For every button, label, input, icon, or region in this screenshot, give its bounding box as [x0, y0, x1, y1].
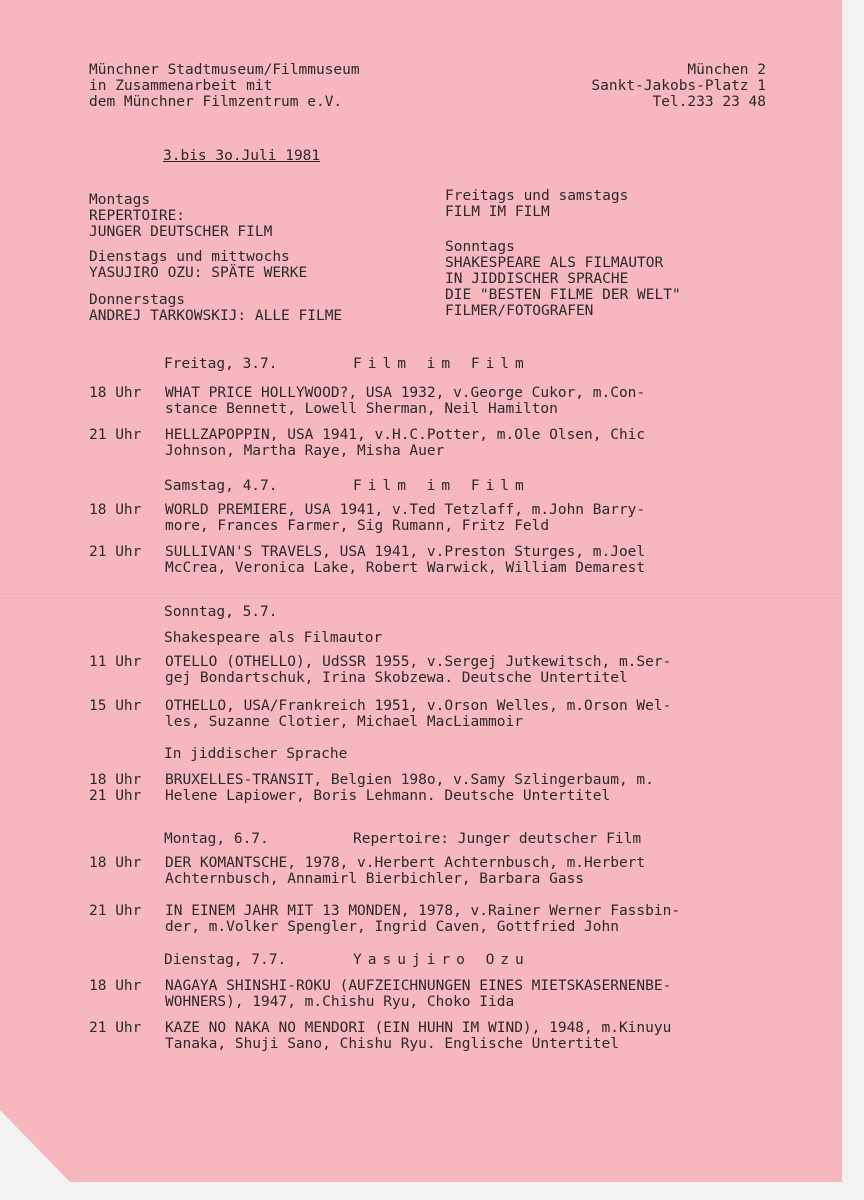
weekly-left-6: ANDREJ TARKOWSKIJ: ALLE FILME [89, 308, 343, 324]
weekly-left-2: JUNGER DEUTSCHER FILM [89, 224, 273, 240]
day-date-sun-5: Sonntag, 5.7. [164, 604, 278, 620]
screening-line: IN EINEM JAHR MIT 13 MONDEN, 1978, v.Rainer Werner Fassbin- [165, 903, 681, 919]
address-phone: Tel.233 23 48 [652, 94, 766, 110]
screening-time: 18 Uhr [89, 385, 142, 401]
screening-line: SULLIVAN'S TRAVELS, USA 1941, v.Preston Sturges, m.Joel [165, 544, 646, 560]
screening-line: Tanaka, Shuji Sano, Chishu Ryu. Englische Untertitel [165, 1036, 619, 1052]
weekly-right-2: Sonntags [445, 239, 515, 255]
weekly-right-1: FILM IM FILM [445, 204, 550, 220]
screening-line: McCrea, Veronica Lake, Robert Warwick, William Demarest [165, 560, 646, 576]
paper-fold [0, 598, 842, 600]
screening-time: 21 Uhr [89, 427, 142, 443]
day-date-tue-7: Dienstag, 7.7. [164, 952, 287, 968]
screening-line: WORLD PREMIERE, USA 1941, v.Ted Tetzlaff, m.John Barry- [165, 502, 646, 518]
weekly-left-4: YASUJIRO OZU: SPÄTE WERKE [89, 265, 308, 281]
screening-time: 21 Uhr [89, 1020, 142, 1036]
weekly-right-0: Freitags und samstags [445, 188, 629, 204]
day-date-mon-6: Montag, 6.7. [164, 831, 269, 847]
weekly-right-6: FILMER/FOTOGRAFEN [445, 303, 594, 319]
screening-line: DER KOMANTSCHE, 1978, v.Herbert Achternbusch, m.Herbert [165, 855, 646, 871]
screening-line: der, m.Volker Spengler, Ingrid Caven, Gottfried John [165, 919, 619, 935]
screening-line: Helene Lapiower, Boris Lehmann. Deutsche Untertitel [165, 788, 611, 804]
screening-line: more, Frances Farmer, Sig Rumann, Fritz Feld [165, 518, 550, 534]
weekly-right-5: DIE "BESTEN FILME DER WELT" [445, 287, 681, 303]
org-line-1: Münchner Stadtmuseum/Filmmuseum [89, 62, 360, 78]
screening-line: stance Bennett, Lowell Sherman, Neil Hamilton [165, 401, 558, 417]
screening-line: Johnson, Martha Raye, Misha Auer [165, 443, 445, 459]
screening-time: 18 Uhr [89, 978, 142, 994]
screening-line: WOHNERS), 1947, m.Chishu Ryu, Choko Iida [165, 994, 515, 1010]
day-subheading-jiddisch: In jiddischer Sprache [164, 746, 348, 762]
weekly-left-5: Donnerstags [89, 292, 186, 308]
day-date-sat-4: Samstag, 4.7. [164, 478, 278, 494]
screening-line: OTHELLO, USA/Frankreich 1951, v.Orson Welles, m.Orson Wel- [165, 698, 672, 714]
screening-time: 18 Uhr [89, 502, 142, 518]
screening-time: 18 Uhr [89, 855, 142, 871]
screening-line: Achternbusch, Annamirl Bierbichler, Barbara Gass [165, 871, 585, 887]
screening-line: gej Bondartschuk, Irina Skobzewa. Deutsche Untertitel [165, 670, 628, 686]
weekly-left-0: Montags [89, 192, 151, 208]
screening-line: OTELLO (OTHELLO), UdSSR 1955, v.Sergej Jutkewitsch, m.Ser- [165, 654, 672, 670]
day-date-fri-3: Freitag, 3.7. [164, 356, 278, 372]
day-theme-tue-7: Yasujiro Ozu [353, 952, 530, 968]
address-city: München 2 [687, 62, 766, 78]
screening-line: WHAT PRICE HOLLYWOOD?, USA 1932, v.George Cukor, m.Con- [165, 385, 646, 401]
day-subheading-shakespeare: Shakespeare als Filmautor [164, 630, 383, 646]
date-range: 3.bis 3o.Juli 1981 [163, 148, 321, 164]
screening-time: 21 Uhr [89, 544, 142, 560]
screening-time: 15 Uhr [89, 698, 142, 714]
screening-line: BRUXELLES-TRANSIT, Belgien 198o, v.Samy Szlingerbaum, m. [165, 772, 654, 788]
screening-line: KAZE NO NAKA NO MENDORI (EIN HUHN IM WIND), 1948, m.Kinuyu [165, 1020, 672, 1036]
day-theme-fri-3: Film im Film [353, 356, 530, 372]
weekly-right-3: SHAKESPEARE ALS FILMAUTOR [445, 255, 664, 271]
screening-line: HELLZAPOPPIN, USA 1941, v.H.C.Potter, m.Ole Olsen, Chic [165, 427, 646, 443]
address-street: Sankt-Jakobs-Platz 1 [591, 78, 766, 94]
screening-time: 21 Uhr [89, 788, 142, 804]
day-theme-sat-4: Film im Film [353, 478, 530, 494]
org-line-3: dem Münchner Filmzentrum e.V. [89, 94, 343, 110]
weekly-left-3: Dienstags und mittwochs [89, 249, 290, 265]
day-theme-mon-6: Repertoire: Junger deutscher Film [353, 831, 642, 847]
screening-time: 21 Uhr [89, 903, 142, 919]
screening-time: 11 Uhr [89, 654, 142, 670]
screening-line: NAGAYA SHINSHI-ROKU (AUFZEICHNUNGEN EINES MIETSKASERNENBE- [165, 978, 672, 994]
org-line-2: in Zusammenarbeit mit [89, 78, 273, 94]
screening-line: les, Suzanne Clotier, Michael MacLiammoir [165, 714, 523, 730]
screening-time: 18 Uhr [89, 772, 142, 788]
weekly-left-1: REPERTOIRE: [89, 208, 186, 224]
weekly-right-4: IN JIDDISCHER SPRACHE [445, 271, 629, 287]
